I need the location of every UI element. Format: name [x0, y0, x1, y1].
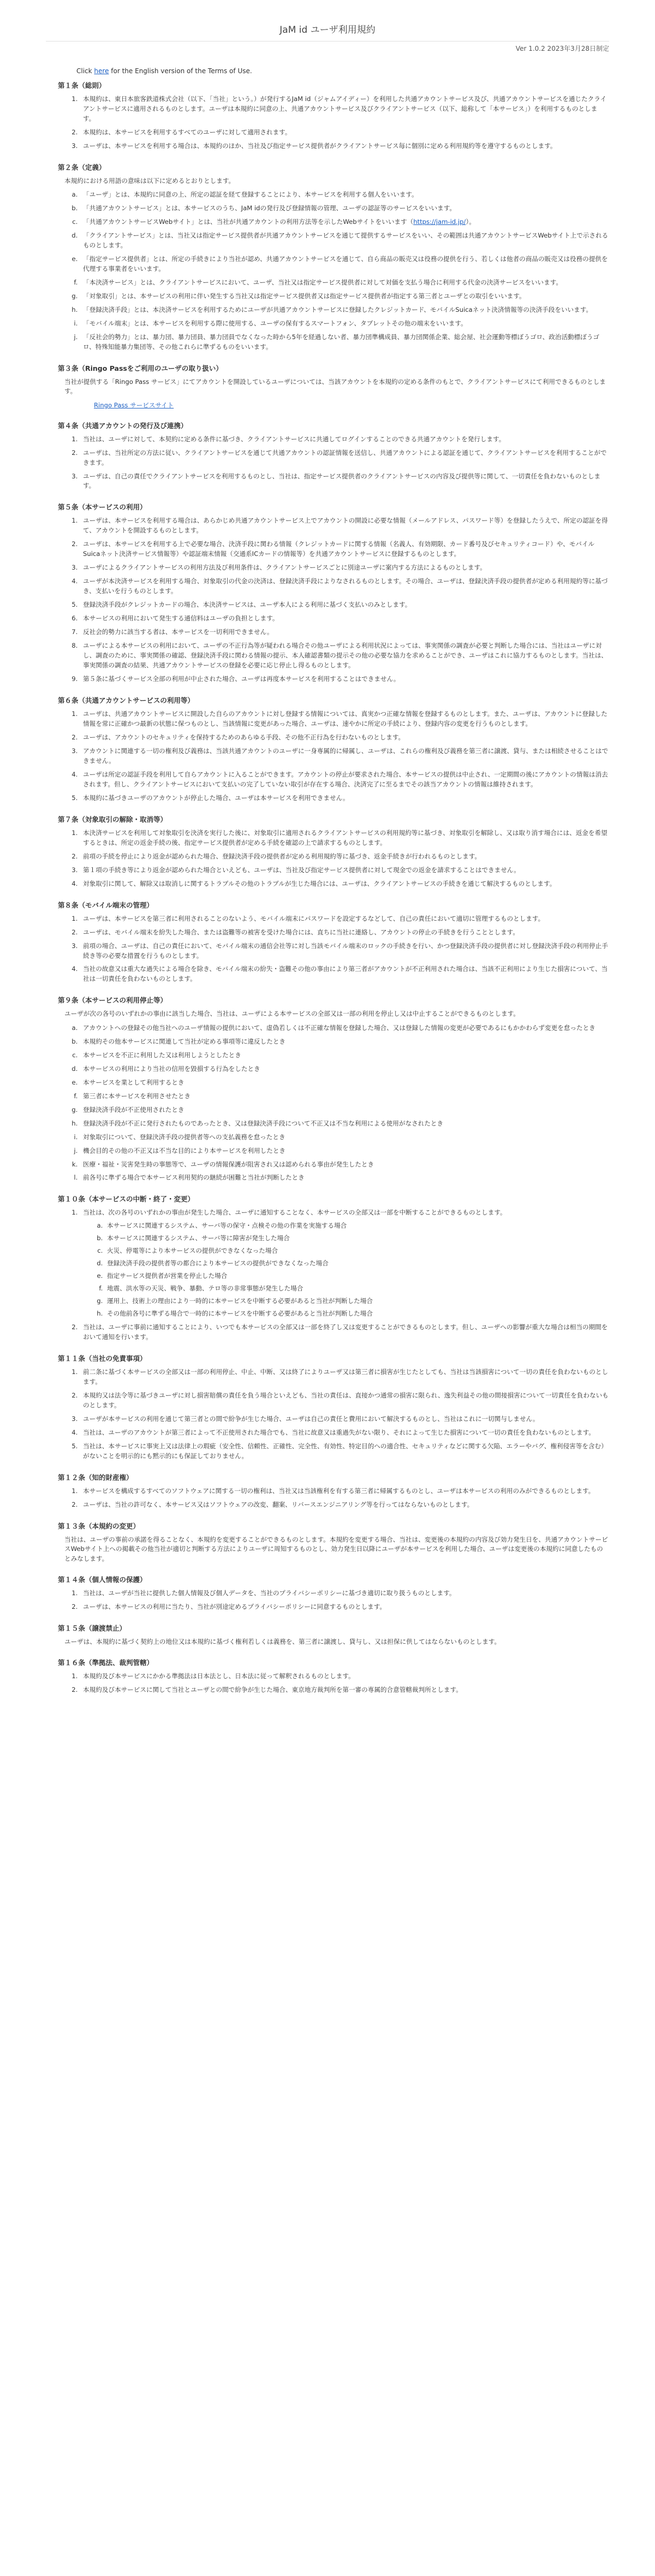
article-14-heading: 第１４条（個人情報の保護） [58, 1575, 147, 1584]
list-item: 3. 前項の場合、ユーザは、自己の責任において、モバイル端末の通信会社等に対し当該モバイル端末のロックの手続きを行い、かつ登録決済手段の提供者に対し登録決済手段の利用停止手続き等の必要な措置を行うものとします。 [80, 941, 609, 961]
article-13-heading: 第１３条（本規約の変更） [58, 1521, 140, 1530]
page-title: JaM id ユーザ利用規約 [279, 25, 376, 35]
list-item: e. 「指定サービス提供者」とは、所定の手続きにより当社が認め、共通アカウントサービスを通じて、自ら商品の販売又は役務の提供を行う、若しくは他者の商品の販売又は役務の提供を代理する事業者をいいます。 [80, 254, 609, 274]
list-item: 4. 当社の故意又は重大な過失による場合を除き、モバイル端末の紛失・盗難その他の事由により第三者がアカウントが不正利用された場合は、当該不正利用により生じた損害について、当社は一切責任を負わないものとします。 [80, 964, 609, 984]
title-divider [46, 41, 609, 42]
article-6 [46, 695, 609, 803]
article-9-list [46, 1023, 609, 1183]
article-2-heading: 第２条（定義） [58, 163, 106, 171]
list-item: a. アカウントへの登録その他当社へのユーザ情報の提供において、虚偽若しくは不正確な情報を登録した場合、又は登録した情報の変更が必要であるにもかかわらず変更を怠ったとき [80, 1023, 609, 1033]
article-1-list [46, 94, 609, 151]
article-2-list [46, 190, 609, 352]
list-item: 2. 本規約は、本サービスを利用するすべてのユーザに対して適用されます。 [80, 128, 609, 138]
article-5-list [46, 516, 609, 684]
article-16-heading: 第１６条（準拠法、裁判管轄） [58, 1659, 154, 1667]
list-item: 3. ユーザが本サービスの利用を通じて第三者との間で紛争が生じた場合、ユーザは自己の責任と費用において解決するものとし、当社はこれに一切関与しません。 [80, 1414, 609, 1424]
list-item: f. 第三者に本サービスを利用させたとき [80, 1092, 609, 1102]
article-10-sub-list [83, 1221, 609, 1319]
article-5 [46, 502, 609, 684]
article-7 [46, 814, 609, 889]
list-item: i. 対象取引について、登録決済手段の提供者等への支払義務を怠ったとき [80, 1133, 609, 1142]
list-item: 5. 当社は、本サービスに事実上又は法律上の瑕疵（安全性、信頼性、正確性、完全性、有効性、特定目的への適合性、セキュリティなどに関する欠陥、エラーやバグ、権利侵害等を含む）がないことを明示的にも黙示的にも保証しておりません。 [80, 1442, 609, 1461]
list-item: l. 前各号に準ずる場合で本サービス利用契約の継続が困難と当社が判断したとき [80, 1173, 609, 1183]
article-15-text: ユーザは、本規約に基づく契約上の地位又は本規約に基づく権利若しくは義務を、第三者に譲渡し、貸与し、又は担保に供してはならないものとします。 [64, 1637, 501, 1645]
article-13-text: 当社は、ユーザの事前の承諾を得ることなく、本規約を変更することができるものとします。本規約を変更する場合、当社は、変更後の本規約の内容及び効力発生日を、共通アカウントサービスWebサイト上への掲載その他当社が適切と判断する方法によりユーザに周知するものとし、効力発生日以降にユーザが本サービスを利用した場合、ユーザは変更後の本規約に同意したものとみなします。 [64, 1535, 608, 1562]
article-4-heading: 第４条（共通アカウントの発行及び連携） [58, 421, 188, 430]
list-item: 3. ユーザによるクライアントサービスの利用方法及び利用条件は、クライアントサービスごとに別途ユーザに案内する方法によるものとします。 [80, 563, 609, 573]
ringo-pass-link-row [94, 401, 609, 410]
article-7-heading: 第７条（対象取引の解除・取消等） [58, 815, 168, 824]
article-14-list [46, 1589, 609, 1612]
article-12-list [46, 1487, 609, 1510]
list-item: 4. ユーザが本決済サービスを利用する場合、対象取引の代金の決済は、登録決済手段によりなされるものとします。その場合、ユーザは、登録決済手段の提供者が定める利用規約等に基づき、支払いを行うものとします。 [80, 577, 609, 596]
list-item: 1. 本規約及び本サービスにかかる準拠法は日本法とし、日本法に従って解釈されるものとします。 [80, 1672, 609, 1681]
article-2 [46, 162, 609, 352]
article-11-heading: 第１１条（当社の免責事項） [58, 1354, 147, 1363]
list-item: 1. 前二条に基づく本サービスの全部又は一部の利用停止、中止、中断、又は終了によりユーザ又は第三者に損害が生じたとしても、当社は当該損害について一切の責任を負わないものとします。 [80, 1367, 609, 1387]
list-item: 5. 本規約に基づきユーザのアカウントが停止した場合、ユーザは本サービスを利用できません。 [80, 793, 609, 803]
article-8-heading: 第８条（モバイル端末の管理） [58, 901, 154, 909]
list-item: 2. 当社は、ユーザに事前に通知することにより、いつでも本サービスの全部又は一部を終了し又は変更することができるものとします。但し、ユーザへの影響が重大な場合は相当の期間をおいて通知を行います。 [80, 1323, 609, 1342]
list-item: 2. ユーザは、モバイル端末を紛失した場合、または盗難等の被害を受けた場合には、直ちに当社に連絡し、アカウントの停止の手続きを行うこととします。 [80, 928, 609, 938]
article-1-heading: 第１条（総則） [58, 81, 106, 90]
article-11 [46, 1353, 609, 1461]
list-item: b. 本規約その他本サービスに関連して当社が定める事項等に違反したとき [80, 1037, 609, 1047]
ringo-pass-service-link[interactable]: Ringo Pass サービスサイト [94, 401, 174, 409]
list-item: d. 登録決済手段の提供者等の都合により本サービスの提供ができなくなった場合 [105, 1259, 609, 1269]
list-item: 1. 本サービスを構成するすべてのソフトウェアに関する一切の権利は、当社又は当該権利を有する第三者に帰属するものとし、ユーザは本サービスの利用のみができるものとします。 [80, 1487, 609, 1496]
english-notice-after: for the English version of the Terms of Use. [109, 67, 252, 75]
article-10 [46, 1194, 609, 1342]
article-8-list [46, 914, 609, 985]
list-item: 2. 前項の手続を停止により返金が認められた場合、登録決済手段の提供者が定める利用規約等に基づき、返金手続きが行われるものとします。 [80, 852, 609, 862]
article-13 [46, 1521, 609, 1564]
list-item: i. 「モバイル端末」とは、本サービスを利用する際に使用する、ユーザの保有するスマートフォン、タブレットその他の端末をいいます。 [80, 319, 609, 329]
definition-text: 「共通アカウントサービスWebサイト」とは、当社が共通アカウントの利用方法等を示したWebサイトをいいます（ [83, 218, 414, 226]
list-item: f. 「本決済サービス」とは、クライアントサービスにおいて、ユーザ、当社又は指定サービス提供者に対して対価を支払う場合に利用する代金の決済サービスをいいます。 [80, 278, 609, 288]
article-3 [46, 363, 609, 410]
list-item: h. 「登録決済手段」とは、本決済サービスを利用するためにユーザが共通アカウントサービスに登録したクレジットカード、モバイルSuicaネット決済情報等の決済手段をいいます。 [80, 305, 609, 315]
list-item: 2. 本規約及び本サービスに関して当社とユーザとの間で紛争が生じた場合、東京地方裁判所を第一審の専属的合意管轄裁判所とします。 [80, 1685, 609, 1695]
list-item: j. 機会目的その他の不正又は不当な目的により本サービスを利用したとき [80, 1146, 609, 1156]
list-item [80, 1208, 609, 1319]
list-item: g. 登録決済手段が不正使用されたとき [80, 1105, 609, 1115]
list-item: a. 本サービスに関連するシステム、サーバ等の保守・点検その他の作業を実施する場合 [105, 1221, 609, 1231]
article-4-list [46, 435, 609, 491]
list-item: 3. アカウントに関連する一切の権利及び義務は、当該共通アカウントのユーザに一身専属的に帰属し、ユーザは、これらの権利及び義務を第三者に譲渡、貸与、または相続させることはできません。 [80, 747, 609, 766]
list-item: 4. 当社は、ユーザのアカウントが第三者によって不正使用された場合でも、当社に故意又は重過失がない限り、それによって生じた損害について一切の責任を負わないものとします。 [80, 1428, 609, 1438]
list-item: 1. ユーザは、本サービスを利用する場合は、あらかじめ共通アカウントサービス上でアカウントの開設に必要な情報（メールアドレス、パスワード等）を登録したうえで、所定の認証を得て、アカウントを開設するものとします。 [80, 516, 609, 536]
list-item: g. 運用上、技術上の理由により一時的に本サービスを中断する必要があると当社が判断した場合 [105, 1296, 609, 1306]
list-item: 3. ユーザは、自己の責任でクライアントサービスを利用するものとし、当社は、指定サービス提供者のクライアントサービスの内容及び提供等に関して、一切責任を負わないものとします。 [80, 472, 609, 491]
list-item: j. 「反社会的勢力」とは、暴力団、暴力団員、暴力団員でなくなった時から5年を経過しない者、暴力団準構成員、暴力団関係企業、総会屋、社会運動等標ぼうゴロ、政治活動標ぼうゴロ、特殊知能暴力集団等、その他これらに準ずるものをいいます。 [80, 333, 609, 352]
jam-id-url-link[interactable]: https://jam-id.jp/ [413, 218, 466, 226]
article-6-list [46, 709, 609, 803]
article-7-list [46, 828, 609, 889]
list-item: 2. ユーザは、アカウントのセキュリティを保持するためのあらゆる手段、その他不正行為を行わないものとします。 [80, 733, 609, 743]
article-15-heading: 第１５条（譲渡禁止） [58, 1624, 127, 1632]
article-16 [46, 1657, 609, 1695]
article-12 [46, 1472, 609, 1510]
list-item: 5. 登録決済手段がクレジットカードの場合、本決済サービスは、ユーザ本人による利用に基づく支払いのみとします。 [80, 600, 609, 610]
list-item: h. 登録決済手段が不正に発行されたものであったとき、又は登録決済手段について不正又は不当な利用による使用がなされたとき [80, 1119, 609, 1129]
article-10-item-1-text: 当社は、次の各号のいずれかの事由が発生した場合、ユーザに通知することなく、本サービスの全部又は一部を中断することができるものとします。 [83, 1209, 507, 1217]
list-item: 1. 本決済サービスを利用して対象取引を決済を実行した後に、対象取引に適用されるクライアントサービスの利用規約等に基づき、対象取引を解除し、又は取り消す場合には、返金を希望するときは、所定の返金手続の後、指定サービス提供者が定める手続を確認の上で請求するものとします。 [80, 828, 609, 848]
list-item: k. 医療・福祉・災害発生時の事態等で、ユーザの情報保護が阻害され又は認められる事由が発生したとき [80, 1160, 609, 1170]
article-9-intro: ユーザが次の各号のいずれかの事由に該当した場合、当社は、ユーザによる本サービスの全部又は一部の利用を停止し又は中止することができるものとします。 [64, 1010, 520, 1018]
english-version-link[interactable]: here [94, 67, 109, 75]
article-10-list [46, 1208, 609, 1342]
terms-page [46, 0, 609, 1739]
list-item: d. 「クライアントサービス」とは、当社又は指定サービス提供者が共通アカウントサービスを通じて提供するサービスをいい、その範囲は共通アカウントサービスWebサイト上で示されるものとします。 [80, 231, 609, 251]
list-item: 1. ユーザは、本サービスを第三者に利用されることのないよう、モバイル端末にパスワードを設定するなどして、自己の責任において適切に管理するものとします。 [80, 914, 609, 924]
list-item: 8. ユーザによる本サービスの利用において、ユーザの不正行為等が疑われる場合その他ユーザによる利用状況によっては、事実関係の調査が必要と判断した場合には、当社はユーザに対し、調査のために、事実関係の確認、登録決済手段に関わる情報の提示、本人確認書類の提示その他の必要な協力を求めることができ、ユーザはこれに協力するものとします。当社は、事実関係の調査の結果、共通アカウントサービスの登録を必要に応じ停止し得るものとします。 [80, 641, 609, 671]
list-item: 9. 第５条に基づくサービス全部の利用が中止された場合、ユーザは再度本サービスを利用することはできません。 [80, 674, 609, 684]
version-date: Ver 1.0.2 2023年3月28日制定 [515, 45, 609, 52]
list-item: 2. 本規約又は法令等に基づきユーザに対し損害賠償の責任を負う場合といえども、当社の責任は、直接かつ通常の損害に限られ、逸失利益その他の間接損害について一切責任を負わないものとします。 [80, 1391, 609, 1411]
list-item [80, 217, 609, 227]
list-item: 7. 反社会的勢力に該当する者は、本サービスを一切利用できません。 [80, 627, 609, 637]
article-9-heading: 第９条（本サービスの利用停止等） [58, 996, 168, 1005]
article-16-list [46, 1672, 609, 1695]
list-item: 4. 対象取引に関して、解除又は取消しに関するトラブルその他のトラブルが生じた場合には、ユーザは、クライアントサービスの手続きを通じて解決するものとします。 [80, 879, 609, 889]
list-item: 1. 本規約は、東日本旅客鉄道株式会社（以下、「当社」という。）が発行するJaM id（ジャムアイディー）を利用した共通アカウントサービス及び、共通アカウントサービスを通じたクライアントサービスに適用されるものとします。ユーザは本規約に同意の上、共通アカウントサービス及びクライアントサービス（以下、総称して「本サービス」）を利用するものとします。 [80, 94, 609, 124]
article-9 [46, 995, 609, 1183]
list-item: 3. 第１項の手続き等により返金が認められた場合といえども、ユーザは、当社及び指定サービス提供者に対して現金での返金を請求することはできません。 [80, 866, 609, 875]
article-8 [46, 900, 609, 985]
article-1 [46, 80, 609, 151]
list-item: e. 本サービスを業として利用するとき [80, 1078, 609, 1088]
list-item: 2. ユーザは、当社の許可なく、本サービス又はソフトウェアの改変、翻案、リバースエンジニアリング等を行ってはならないものとします。 [80, 1500, 609, 1510]
article-3-text: 当社が提供する「Ringo Pass サービス」にてアカウントを開設しているユーザについては、当該アカウントを本規約の定める条件のもとで、クライアントサービスにて利用できるものとします。 [64, 377, 606, 395]
article-2-intro: 本規約における用語の意味は以下に定めるとおりとします。 [64, 176, 235, 185]
list-item: 6. 本サービスの利用において発生する通信料はユーザの負担とします。 [80, 614, 609, 624]
list-item: 1. 当社は、ユーザに対して、本契約に定める条件に基づき、クライアントサービスに共通してログインすることのできる共通アカウントを発行します。 [80, 435, 609, 445]
list-item: e. 指定サービス提供者が営業を停止した場合 [105, 1271, 609, 1281]
english-version-notice [76, 67, 609, 75]
english-notice-before: Click [76, 67, 94, 75]
list-item: c. 火災、停電等により本サービスの提供ができなくなった場合 [105, 1246, 609, 1256]
list-item: f. 地震、洪水等の天災、戦争、暴動、テロ等の非常事態が発生した場合 [105, 1284, 609, 1294]
list-item: c. 本サービスを不正に利用した又は利用しようとしたとき [80, 1051, 609, 1061]
definition-close: ）。 [466, 218, 475, 226]
list-item: 2. ユーザは、本サービスの利用に当たり、当社が別途定めるプライバシーポリシーに同意するものとします。 [80, 1602, 609, 1612]
article-11-list [46, 1367, 609, 1461]
list-item: 1. ユーザは、共通アカウントサービスに開設した自らのアカウントに対し登録する情報については、真実かつ正確な情報を登録するものとします。また、ユーザは、アカウントに登録した情報を常に正確かつ最新の状態に保つものとし、当該情報に変更があった場合、ユーザは、速やかに所定の手続により、登録内容の変更を行うものとします。 [80, 709, 609, 729]
list-item: b. 本サービスに関連するシステム、サーバ等に障害が発生した場合 [105, 1234, 609, 1243]
list-item: g. 「対象取引」とは、本サービスの利用に伴い発生する当社又は指定サービス提供者又は指定サービス提供者が指定する第三者とユーザとの取引をいいます。 [80, 292, 609, 301]
list-item: 2. ユーザは、本サービスを利用する上で必要な場合、決済手段に関わる情報（クレジットカードに関する情報（名義人、有効期限、カード番号及びセキュリティコード）や、モバイルSuicaネット決済サービス情報等）や認証端末情報（交通系ICカードの情報等）を共通アカウントサービスに登録するものとします。 [80, 540, 609, 559]
list-item: b. 「共通アカウントサービス」とは、本サービスのうち、JaM idの発行及び登録情報の管理、ユーザの認証等のサービスをいいます。 [80, 204, 609, 214]
list-item: 1. 当社は、ユーザが当社に提供した個人情報及び個人データを、当社のプライバシーポリシーに基づき適切に取り扱うものとします。 [80, 1589, 609, 1598]
article-10-heading: 第１０条（本サービスの中断・終了・変更） [58, 1195, 195, 1204]
article-6-heading: 第６条（共通アカウントサービスの利用等） [58, 696, 194, 705]
article-14 [46, 1574, 609, 1612]
article-12-heading: 第１２条（知的財産権） [58, 1473, 133, 1482]
list-item: d. 本サービスの利用により当社の信用を毀損する行為をしたとき [80, 1064, 609, 1074]
article-3-heading: 第３条（Ringo Passをご利用のユーザの取り扱い） [58, 364, 223, 372]
article-5-heading: 第５条（本サービスの利用） [58, 503, 147, 512]
list-item: a. 「ユーザ」とは、本規約に同意の上、所定の認証を経て登録することにより、本サービスを利用する個人をいいます。 [80, 190, 609, 200]
list-item: h. その他前各号に準ずる場合で一時的に本サービスを中断する必要があると当社が判断した場合 [105, 1309, 609, 1319]
article-15 [46, 1623, 609, 1647]
list-item: 3. ユーザは、本サービスを利用する場合は、本規約のほか、当社及び指定サービス提供者がクライアントサービス毎に個別に定める利用規約等を遵守するものとします。 [80, 141, 609, 151]
list-item: 4. ユーザは所定の認証手段を利用して自らアカウントに入ることができます。アカウントの停止が要求された場合、本サービスの提供は中止され、一定期間の後にアカウントの情報は消去されます。但し、クライアントサービスにおいて支払いの完了していない取引が存在する場合、決済完了に至るまでその該当アカウントの情報は維持されます。 [80, 770, 609, 790]
article-4 [46, 421, 609, 491]
list-item: 2. ユーザは、当社所定の方法に従い、クライアントサービスを通じて共通アカウントの認証情報を送信し、共通アカウントによる認証を通じて、クライアントサービスを利用することができます。 [80, 448, 609, 468]
